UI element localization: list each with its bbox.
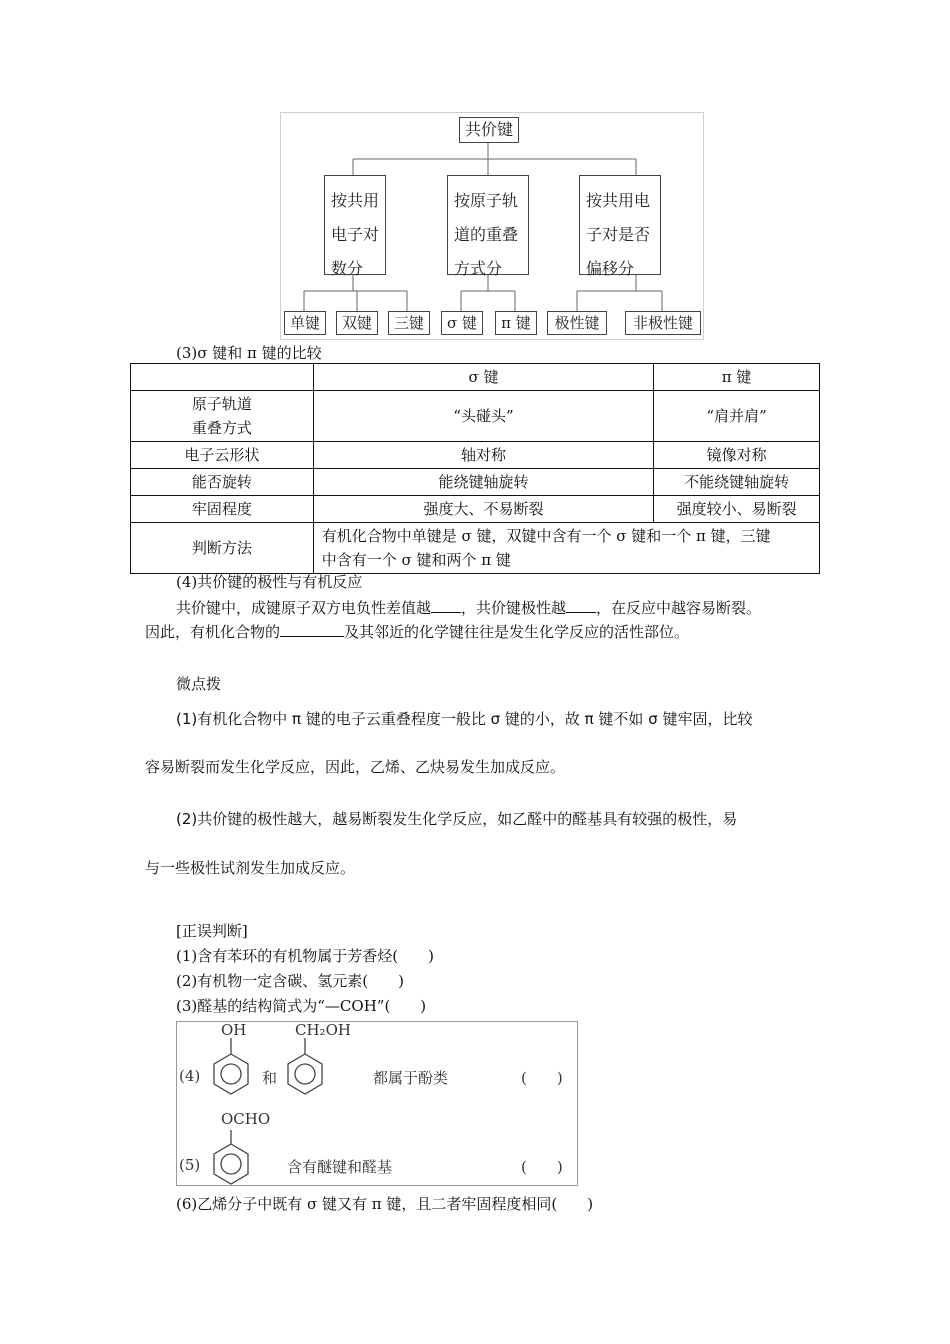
item4-text: 都属于酚类 [373,1069,449,1087]
row-label-rotation: 能否旋转 [131,469,314,496]
diagram-leaf-sigma-bond: σ 键 [441,311,483,335]
diagram-leaf-nonpolar-bond: 非极性键 [625,311,701,335]
structure-questions-box [176,1021,578,1186]
row-label-judge: 判断方法 [131,523,314,574]
fill-blank-1 [431,598,461,613]
row-sigma-overlap: “头碰头” [313,391,653,442]
section3-heading: (3)σ 键和 π 键的比较 [176,344,322,362]
judge-item-1: (1)含有苯环的有机物属于芳香烃( ) [176,947,434,965]
paragraph-line-2-b: 及其邻近的化学键往往是发生化学反应的活性部位。 [344,623,690,641]
fill-blank-2 [566,598,596,613]
item5-number: (5) [179,1156,201,1174]
tip-title: 微点拨 [176,675,222,693]
benzyl-alcohol-ring-icon [288,1038,322,1094]
table-row [131,496,820,523]
table-header-empty [131,364,314,391]
table-header-pi: π 键 [654,364,820,391]
diagram-category-electron-shift: 按共用电 子对是否 偏移分 [579,175,661,275]
row-sigma-cloud-shape: 轴对称 [313,442,653,469]
judge-item-2: (2)有机物一定含碳、氢元素( ) [176,972,404,990]
row-judge-method [313,523,819,574]
item4-and: 和 [262,1069,278,1087]
judge-line-2: 中含有一个 σ 键和两个 π 键 [321,551,511,569]
item5-sub: OCHO [221,1110,271,1128]
item4-paren: ( ) [521,1069,563,1087]
diagram-leaf-double-bond: 双键 [336,311,378,335]
diagram-leaf-single-bond: 单键 [284,311,326,335]
fill-blank-3 [280,622,344,637]
paragraph-line-1-a: 共价键中，成键原子双方电负性差值越 [176,599,432,617]
table-row [131,469,820,496]
judge-line-1: 有机化合物中单键是 σ 键，双键中含有一个 σ 键和一个 π 键，三键 [321,527,771,545]
phenol-ring-icon [214,1038,248,1094]
tip-p2-line2: 与一些极性试剂发生加成反应。 [145,859,356,877]
table-row [131,391,820,442]
tip-p2-line1: (2)共价键的极性越大，越易断裂发生化学反应，如乙醛中的醛基具有较强的极性，易 [176,810,738,828]
table-row [131,523,820,574]
phenyl-formate-ring-icon [214,1130,248,1184]
item5-paren: ( ) [521,1158,563,1176]
judge-title: [正误判断] [176,922,248,940]
table-header-row [131,364,820,391]
table-header-sigma: σ 键 [313,364,653,391]
item4-number: (4) [179,1067,201,1085]
paragraph-line-2 [145,622,689,642]
section4-heading: (4)共价键的极性与有机反应 [176,573,363,591]
row-label-overlap: 原子轨道 重叠方式 [131,391,314,442]
diagram-leaf-triple-bond: 三键 [388,311,430,335]
row-pi-rotation: 不能绕键轴旋转 [654,469,820,496]
paragraph-line-1-c: ，在反应中越容易断裂。 [596,599,762,617]
diagram-leaf-polar-bond: 极性键 [547,311,607,335]
row-sigma-rotation: 能绕键轴旋转 [313,469,653,496]
paragraph-line-1 [176,598,761,618]
diagram-leaf-pi-bond: π 键 [495,311,537,335]
paragraph-line-1-b: ，共价键极性越 [461,599,567,617]
row-pi-strength: 强度较小、易断裂 [654,496,820,523]
covalent-bond-diagram [280,112,704,340]
tip-p1-line1: (1)有机化合物中 π 键的电子云重叠程度一般比 σ 键的小，故 π 键不如 σ 键牢固，比较 [176,710,753,728]
diagram-category-electron-pairs: 按共用 电子对 数分 [324,175,386,275]
sigma-pi-comparison-table [130,363,820,574]
diagram-root: 共价键 [459,117,519,143]
paragraph-line-2-a: 因此，有机化合物的 [145,623,281,641]
row-label-cloud-shape: 电子云形状 [131,442,314,469]
table-row [131,442,820,469]
item5-text: 含有醚键和醛基 [287,1158,393,1176]
row-pi-cloud-shape: 镜像对称 [654,442,820,469]
row-pi-overlap: “肩并肩” [654,391,820,442]
diagram-category-orbital-overlap: 按原子轨 道的重叠 方式分 [447,175,529,275]
item4-sub1: OH [221,1021,247,1039]
item4-sub2: CH₂OH [295,1021,351,1039]
judge-item-3: (3)醛基的结构简式为“—COH”( ) [176,997,427,1015]
row-label-strength: 牢固程度 [131,496,314,523]
tip-p1-line2: 容易断裂而发生化学反应，因此，乙烯、乙炔易发生加成反应。 [145,758,566,776]
row-sigma-strength: 强度大、不易断裂 [313,496,653,523]
judge-item-6: (6)乙烯分子中既有 σ 键又有 π 键，且二者牢固程度相同( ) [176,1195,594,1213]
